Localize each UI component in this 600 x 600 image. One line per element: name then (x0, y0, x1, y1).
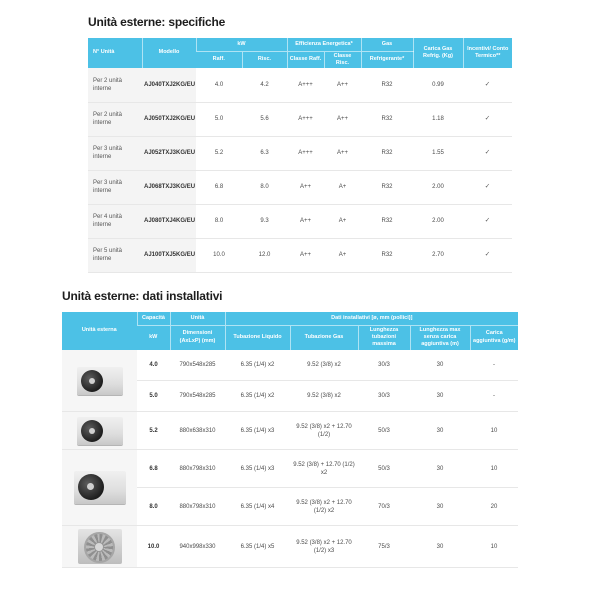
cell-dimensioni: 790x548x285 (170, 350, 225, 381)
install-table-row (62, 350, 518, 381)
cell-incentivi-check: ✓ (463, 204, 512, 238)
cell-lunghezza-max: 30 (410, 350, 470, 381)
header-modello: Modello (142, 38, 196, 68)
cell-capacita-kw: 10.0 (137, 526, 170, 568)
header-kw-group: kW (196, 38, 287, 51)
cell-lunghezza-tubazioni: 50/3 (358, 412, 410, 450)
cell-gas-refrigerante: R32 (361, 68, 413, 102)
cell-classe-risc: A+ (324, 170, 361, 204)
cell-kw-risc: 4.2 (242, 68, 287, 102)
header-gas-group: Gas (361, 38, 413, 51)
cell-modello: AJ068TXJ3KG/EU (142, 170, 196, 204)
specs-table-header (88, 38, 512, 68)
cell-n-unita: Per 3 unità interne (88, 170, 142, 204)
cell-classe-risc: A++ (324, 68, 361, 102)
cell-tubazione-liquido: 6.35 (1/4) x2 (225, 350, 290, 381)
cell-dimensioni: 880x798x310 (170, 450, 225, 488)
cell-lunghezza-tubazioni: 30/3 (358, 381, 410, 412)
header-dimensioni: Dimensioni (AxLxP) (mm) (170, 325, 225, 350)
cell-kw-raff: 10.0 (196, 238, 242, 272)
cell-lunghezza-max: 30 (410, 450, 470, 488)
install-table-row (62, 526, 518, 568)
cell-carica-aggiuntiva: 10 (470, 412, 518, 450)
cell-tubazione-gas: 9.52 (3/8) x2 + 12.70 (1/2) x3 (290, 526, 358, 568)
header-classe-risc: Classe Risc. (324, 51, 361, 68)
cell-lunghezza-max: 30 (410, 412, 470, 450)
header-refrigerante: Refrigerante* (361, 51, 413, 68)
cell-lunghezza-tubazioni: 30/3 (358, 350, 410, 381)
cell-n-unita: Per 2 unità interne (88, 68, 142, 102)
cell-gas-refrigerante: R32 (361, 204, 413, 238)
cell-kw-raff: 8.0 (196, 204, 242, 238)
cell-classe-raff: A++ (287, 238, 324, 272)
outdoor-unit-image-cell (62, 412, 137, 450)
cell-kw-raff: 5.2 (196, 136, 242, 170)
cell-gas-refrigerante: R32 (361, 102, 413, 136)
header-carica-gas: Carica Gas Refrig. (Kg) (413, 38, 463, 68)
specs-table (88, 38, 512, 273)
outdoor-unit-image (77, 417, 123, 445)
cell-n-unita: Per 4 unità interne (88, 204, 142, 238)
cell-carica-gas: 1.55 (413, 136, 463, 170)
section-dati-installativi (62, 289, 518, 568)
cell-classe-risc: A++ (324, 136, 361, 170)
specs-table-body (88, 68, 512, 272)
cell-classe-risc: A++ (324, 102, 361, 136)
cell-tubazione-liquido: 6.35 (1/4) x5 (225, 526, 290, 568)
cell-carica-aggiuntiva: - (470, 350, 518, 381)
header-tubazione-liquido: Tubazione Liquido (225, 325, 290, 350)
spec-table-row (88, 102, 512, 136)
install-table (62, 312, 518, 568)
header-kw: kW (137, 325, 170, 350)
cell-classe-risc: A+ (324, 204, 361, 238)
cell-tubazione-gas: 9.52 (3/8) x2 (290, 350, 358, 381)
cell-modello: AJ080TXJ4KG/EU (142, 204, 196, 238)
cell-lunghezza-tubazioni: 50/3 (358, 450, 410, 488)
cell-gas-refrigerante: R32 (361, 238, 413, 272)
cell-modello: AJ052TXJ3KG/EU (142, 136, 196, 170)
cell-carica-gas: 2.00 (413, 204, 463, 238)
cell-tubazione-liquido: 6.35 (1/4) x2 (225, 381, 290, 412)
install-table-row (62, 412, 518, 450)
spec-table-row (88, 136, 512, 170)
section-title-specifiche: Unità esterne: specifiche (88, 15, 226, 29)
install-table-header (62, 312, 518, 350)
cell-tubazione-gas: 9.52 (3/8) x2 (290, 381, 358, 412)
cell-lunghezza-tubazioni: 70/3 (358, 488, 410, 526)
cell-tubazione-gas: 9.52 (3/8) x2 + 12.70 (1/2) (290, 412, 358, 450)
cell-carica-gas: 2.70 (413, 238, 463, 272)
header-carica-aggiuntiva: Carica aggiuntiva (g/m) (470, 325, 518, 350)
cell-kw-risc: 5.6 (242, 102, 287, 136)
cell-carica-aggiuntiva: 10 (470, 526, 518, 568)
spec-table-row (88, 204, 512, 238)
header-classe-raff: Classe Raff. (287, 51, 324, 68)
cell-lunghezza-tubazioni: 75/3 (358, 526, 410, 568)
spec-table-row (88, 68, 512, 102)
cell-tubazione-gas: 9.52 (3/8) + 12.70 (1/2) x2 (290, 450, 358, 488)
cell-dimensioni: 790x548x285 (170, 381, 225, 412)
cell-kw-risc: 6.3 (242, 136, 287, 170)
cell-incentivi-check: ✓ (463, 136, 512, 170)
cell-n-unita: Per 3 unità interne (88, 136, 142, 170)
header-n-unita: N° Unità (88, 38, 142, 68)
cell-kw-risc: 8.0 (242, 170, 287, 204)
outdoor-unit-image (74, 471, 126, 504)
cell-kw-risc: 9.3 (242, 204, 287, 238)
header-incentivi: Incentivi/ Conto Termico** (463, 38, 512, 68)
install-table-body (62, 350, 518, 568)
install-table-row (62, 450, 518, 488)
cell-gas-refrigerante: R32 (361, 170, 413, 204)
cell-classe-risc: A+ (324, 238, 361, 272)
header-capacita-group: Capacità (137, 312, 170, 325)
outdoor-unit-image-cell (62, 526, 137, 568)
spec-table-row (88, 170, 512, 204)
header-efficienza-group: Efficienza Energetica* (287, 38, 361, 51)
cell-classe-raff: A+++ (287, 102, 324, 136)
cell-capacita-kw: 6.8 (137, 450, 170, 488)
section-specifiche (88, 15, 512, 273)
cell-capacita-kw: 4.0 (137, 350, 170, 381)
spec-table-row (88, 238, 512, 272)
cell-tubazione-gas: 9.52 (3/8) x2 + 12.70 (1/2) x2 (290, 488, 358, 526)
cell-classe-raff: A++ (287, 170, 324, 204)
cell-lunghezza-max: 30 (410, 526, 470, 568)
header-kw-raff: Raff. (196, 51, 242, 68)
cell-carica-aggiuntiva: - (470, 381, 518, 412)
cell-carica-aggiuntiva: 10 (470, 450, 518, 488)
header-tubazione-gas: Tubazione Gas (290, 325, 358, 350)
cell-classe-raff: A++ (287, 204, 324, 238)
cell-tubazione-liquido: 6.35 (1/4) x3 (225, 450, 290, 488)
cell-carica-gas: 2.00 (413, 170, 463, 204)
cell-carica-gas: 1.18 (413, 102, 463, 136)
cell-dimensioni: 940x998x330 (170, 526, 225, 568)
outdoor-unit-image-cell (62, 350, 137, 412)
cell-modello: AJ040TXJ2KG/EU (142, 68, 196, 102)
cell-capacita-kw: 5.2 (137, 412, 170, 450)
cell-incentivi-check: ✓ (463, 170, 512, 204)
cell-incentivi-check: ✓ (463, 238, 512, 272)
cell-kw-risc: 12.0 (242, 238, 287, 272)
cell-n-unita: Per 2 unità interne (88, 102, 142, 136)
outdoor-unit-image (78, 529, 122, 564)
cell-carica-gas: 0.99 (413, 68, 463, 102)
cell-dimensioni: 880x798x310 (170, 488, 225, 526)
cell-kw-raff: 6.8 (196, 170, 242, 204)
cell-tubazione-liquido: 6.35 (1/4) x3 (225, 412, 290, 450)
outdoor-unit-image-cell (62, 450, 137, 526)
cell-classe-raff: A+++ (287, 68, 324, 102)
cell-kw-raff: 5.0 (196, 102, 242, 136)
header-unita-esterna: Unità esterna (62, 312, 137, 350)
cell-classe-raff: A+++ (287, 136, 324, 170)
cell-lunghezza-max: 30 (410, 488, 470, 526)
cell-incentivi-check: ✓ (463, 102, 512, 136)
cell-carica-aggiuntiva: 20 (470, 488, 518, 526)
cell-tubazione-liquido: 6.35 (1/4) x4 (225, 488, 290, 526)
cell-incentivi-check: ✓ (463, 68, 512, 102)
section-title-dati-installativi: Unità esterne: dati installativi (62, 289, 223, 303)
cell-modello: AJ050TXJ2KG/EU (142, 102, 196, 136)
header-lunghezza-tubazioni: Lunghezza tubazioni massima (358, 325, 410, 350)
cell-dimensioni: 880x638x310 (170, 412, 225, 450)
cell-modello: AJ100TXJ5KG/EU (142, 238, 196, 272)
cell-capacita-kw: 5.0 (137, 381, 170, 412)
header-lunghezza-max: Lunghezza max senza carica aggiuntiva (m) (410, 325, 470, 350)
cell-lunghezza-max: 30 (410, 381, 470, 412)
cell-kw-raff: 4.0 (196, 68, 242, 102)
header-kw-risc: Risc. (242, 51, 287, 68)
cell-gas-refrigerante: R32 (361, 136, 413, 170)
header-unita-group: Unità (170, 312, 225, 325)
header-dati-installativi-group: Dati installativi [ø, mm (pollici)] (225, 312, 518, 325)
outdoor-unit-image (77, 367, 123, 395)
cell-capacita-kw: 8.0 (137, 488, 170, 526)
cell-n-unita: Per 5 unità interne (88, 238, 142, 272)
